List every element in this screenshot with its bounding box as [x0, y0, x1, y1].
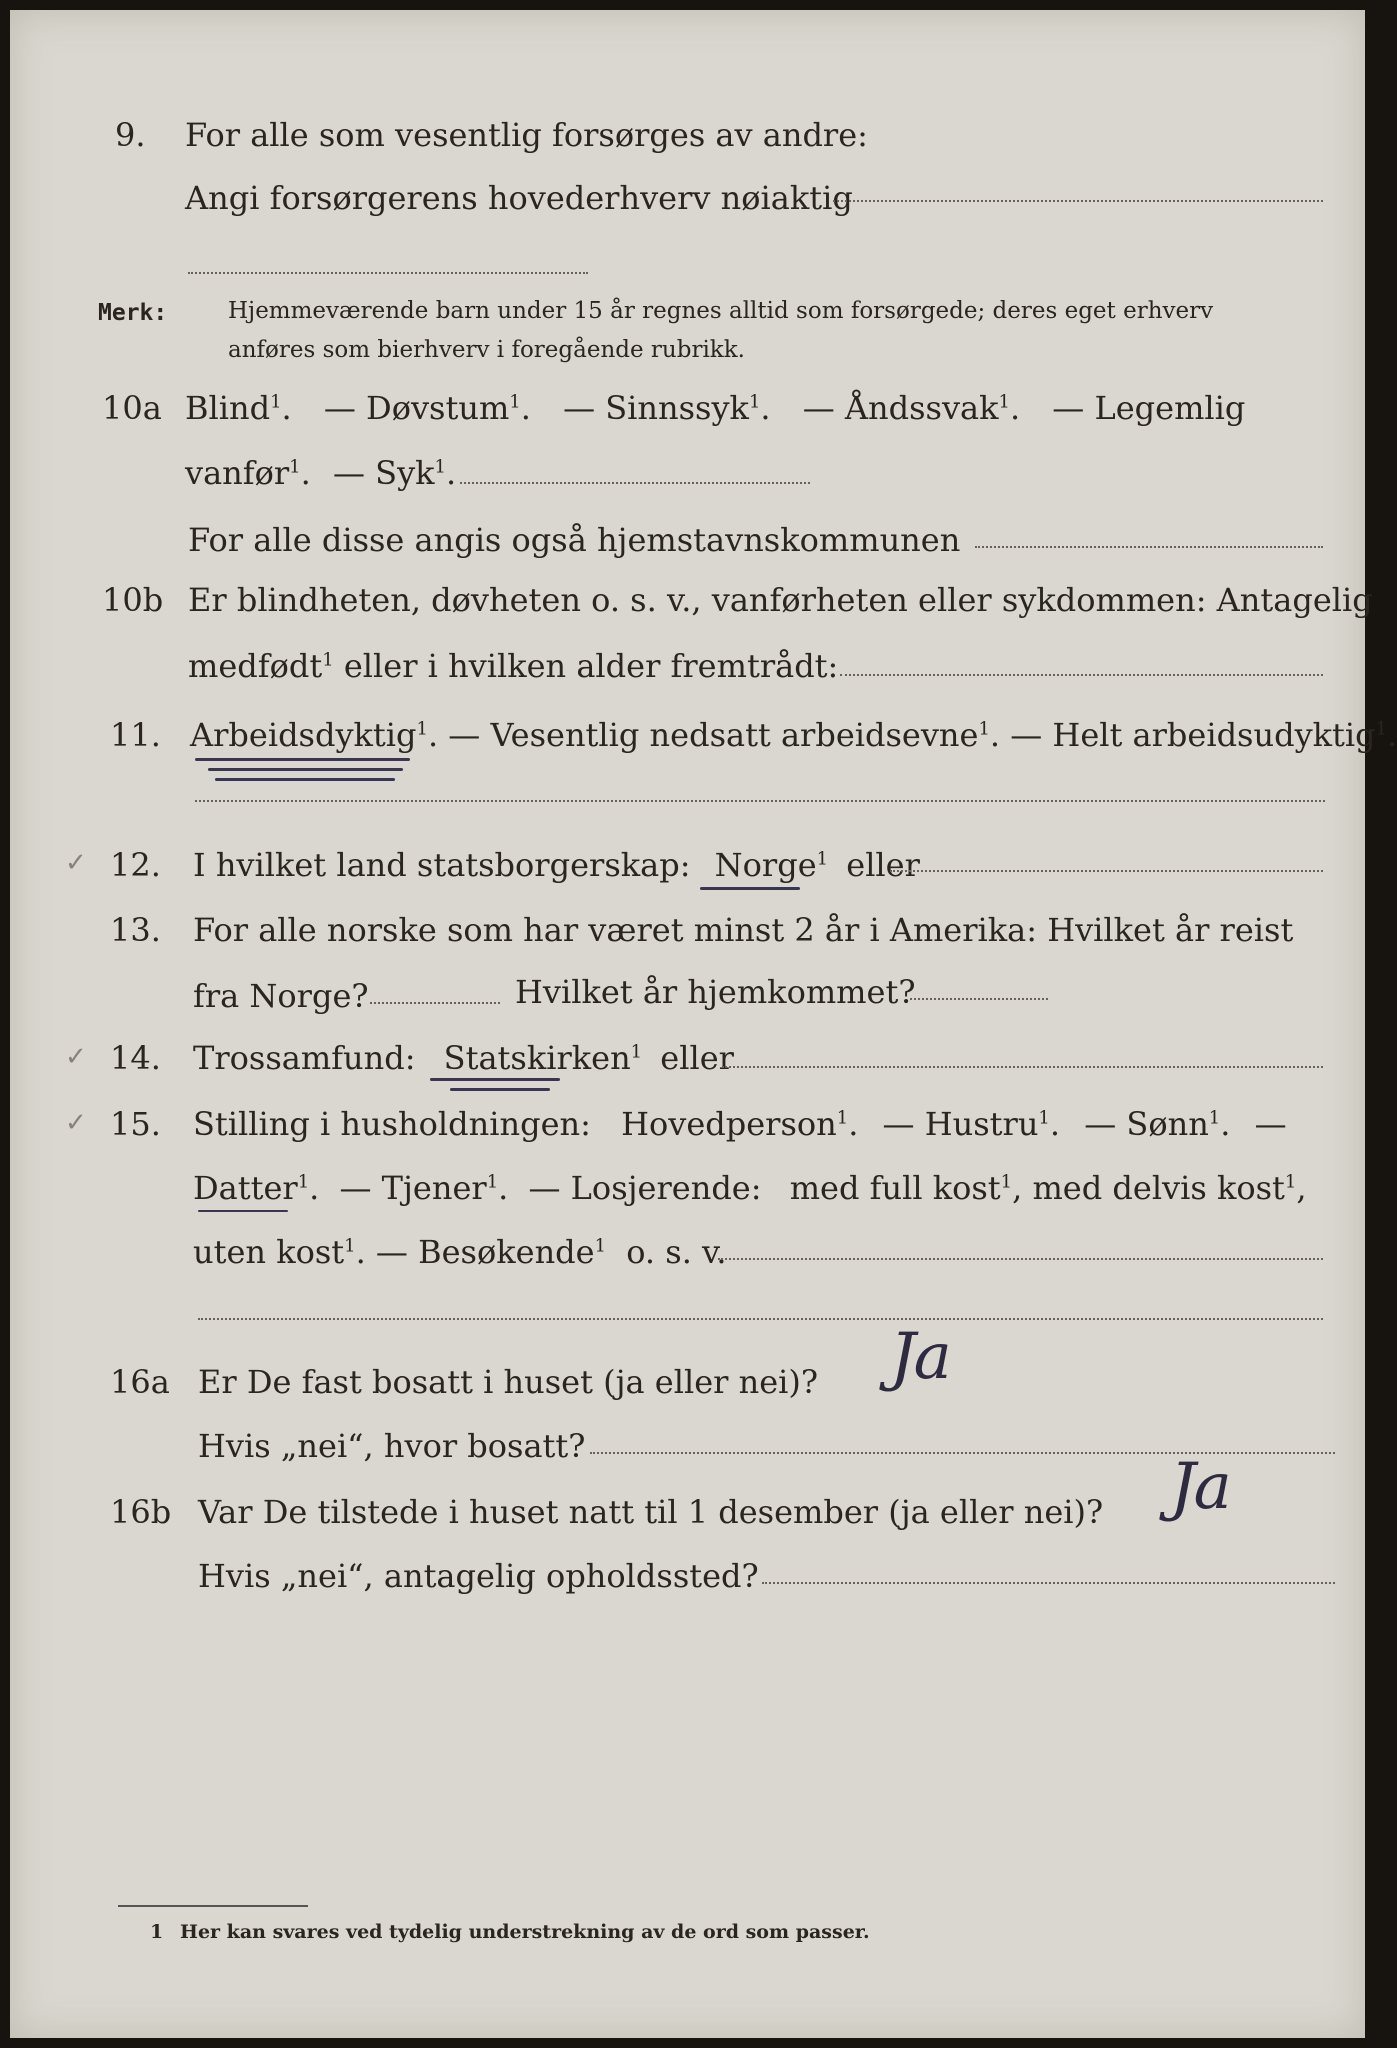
- q16b-line1: Var De tilstede i huset natt til 1 desember (ja eller nei)?: [198, 1493, 1104, 1531]
- q13-reist-line: [370, 1002, 500, 1004]
- merk-line1: Hjemmeværende barn under 15 år regnes alltid som forsørgede; deres eget erhverv: [228, 298, 1214, 324]
- merk-label: Merk:: [98, 300, 168, 326]
- opt-full-kost: med full kost: [789, 1169, 1001, 1207]
- q16a-line1: Er De fast bosatt i huset (ja eller nei)?: [198, 1363, 819, 1401]
- footnote-text: Her kan svares ved tydelig understrekning av de ord som passer.: [180, 1921, 870, 1943]
- q9-number: 9.: [115, 116, 146, 154]
- q12-number: 12.: [110, 846, 161, 884]
- arbeidsdyktig-underline2: [208, 768, 403, 771]
- q14-line: Trossamfund: Statskirken$^1$ eller: [193, 1039, 734, 1077]
- opt-vanfor: vanfør: [185, 454, 290, 492]
- opt-blind: Blind: [185, 389, 271, 427]
- arbeidsdyktig-underline: [195, 758, 410, 761]
- q15-line3: uten kost$^1$. — Besøkende$^1$ o. s. v.: [193, 1233, 727, 1271]
- opt-helt-udyktig: — Helt arbeidsudyktig: [1010, 716, 1376, 754]
- q10b-line2: medfødt$^1$ eller i hvilken alder fremtrådt:: [188, 647, 839, 685]
- q10b-answer-line: [840, 674, 1323, 676]
- q10b-line1: Er blindheten, døvheten o. s. v., vanførheten eller sykdommen: Antagelig: [188, 581, 1373, 619]
- opt-hovedperson: Hovedperson: [621, 1105, 837, 1143]
- norge-underline: [700, 887, 800, 890]
- q14-answer-line: [722, 1066, 1323, 1068]
- census-form-page: [10, 10, 1397, 2038]
- opt-medfodt: medfødt: [188, 647, 323, 685]
- q13-number: 13.: [110, 911, 161, 949]
- q13-line2b: Hvilket år hjemkommet?: [515, 973, 916, 1011]
- q10a-number: 10a: [102, 389, 162, 427]
- opt-statskirken: Statskirken: [443, 1039, 631, 1077]
- q16a-handwritten-answer: Ja: [890, 1320, 950, 1394]
- q15-line2: Datter$^1$. — Tjener$^1$. — Losjerende: med full kost$^1$, med delvis kost$^1$,: [193, 1169, 1307, 1207]
- q9-line2: Angi forsørgerens hovederhverv nøiaktig: [185, 179, 853, 217]
- opt-vesentlig-nedsatt: — Vesentlig nedsatt arbeidsevne: [448, 716, 979, 754]
- opt-losjerende: — Losjerende:: [528, 1169, 762, 1207]
- opt-datter: Datter: [193, 1169, 298, 1207]
- q16b-line2: Hvis „nei“, antagelig opholdssted?: [198, 1557, 759, 1595]
- statskirken-underline: [430, 1078, 560, 1081]
- opt-legemlig: — Legemlig: [1052, 389, 1246, 427]
- q11-number: 11.: [110, 716, 161, 754]
- q10a-line1: Blind$^1$. — Døvstum$^1$. — Sinnssyk$^1$. — Åndssvak$^1$. — Legemlig: [185, 389, 1246, 427]
- statskirken-underline2: [450, 1088, 550, 1091]
- q13-line1: For alle norske som har været minst 2 år i Amerika: Hvilket år reist: [193, 911, 1294, 949]
- opt-syk: — Syk: [332, 454, 435, 492]
- footnote-mark: 1: [150, 1921, 164, 1943]
- check-mark-icon: ✓: [65, 1042, 87, 1072]
- opt-dovstum: — Døvstum: [323, 389, 510, 427]
- q9-answer-line2: [188, 272, 588, 274]
- q16b-number: 16b: [110, 1493, 172, 1531]
- opt-hustru: — Hustru: [882, 1105, 1039, 1143]
- footnote-rule: [118, 1905, 308, 1907]
- q12-line: I hvilket land statsborgerskap: Norge$^1$ eller: [193, 846, 920, 884]
- q9-line1: For alle som vesentlig forsørges av andre:: [185, 116, 868, 154]
- datter-underline: [198, 1210, 288, 1212]
- q11-answer-line: [195, 800, 1325, 802]
- q16a-number: 16a: [110, 1363, 170, 1401]
- q10a-syk-line: [460, 482, 810, 484]
- q10a-hjemstavn-line: [975, 546, 1323, 548]
- q10a-line2: vanfør$^1$. — Syk$^1$.: [185, 454, 457, 492]
- opt-andssvak: — Åndssvak: [802, 389, 999, 427]
- opt-uten-kost: uten kost: [193, 1233, 345, 1271]
- q14-number: 14.: [110, 1039, 161, 1077]
- q15-number: 15.: [110, 1105, 161, 1143]
- q15-answer-line2: [198, 1318, 1323, 1320]
- check-mark-icon: ✓: [65, 1108, 87, 1138]
- check-mark-icon: ✓: [65, 848, 87, 878]
- opt-arbeidsdyktig: Arbeidsdyktig: [190, 716, 417, 754]
- q15-line1: Stilling i husholdningen: Hovedperson$^1$. — Hustru$^1$. — Sønn$^1$. —: [193, 1105, 1287, 1143]
- merk-line2: anføres som bierhverv i foregående rubrikk.: [228, 337, 745, 363]
- opt-delvis-kost: , med delvis kost: [1012, 1169, 1285, 1207]
- opt-norge: Norge: [714, 846, 817, 884]
- q13-line2a: fra Norge?: [193, 977, 369, 1015]
- q11-line: Arbeidsdyktig$^1$. — Vesentlig nedsatt arbeidsevne$^1$. — Helt arbeidsudyktig$^1$.: [190, 716, 1397, 754]
- arbeidsdyktig-underline3: [215, 778, 395, 781]
- q16b-opholdssted-line: [762, 1582, 1335, 1584]
- q16b-handwritten-answer: Ja: [1170, 1450, 1230, 1524]
- q16a-line2: Hvis „nei“, hvor bosatt?: [198, 1427, 586, 1465]
- q13-hjemkommet-line: [910, 998, 1048, 1000]
- q9-answer-line: [833, 200, 1323, 202]
- q10b-number: 10b: [102, 581, 164, 619]
- q10a-line3: For alle disse angis også hjemstavnskommunen: [188, 521, 961, 559]
- opt-tjener: — Tjener: [339, 1169, 487, 1207]
- q15-answer-line: [718, 1258, 1323, 1260]
- opt-sinnssyk: — Sinnssyk: [563, 389, 749, 427]
- opt-besokende: — Besøkende: [375, 1233, 595, 1271]
- opt-sonn: — Sønn: [1084, 1105, 1209, 1143]
- q12-answer-line: [890, 870, 1323, 872]
